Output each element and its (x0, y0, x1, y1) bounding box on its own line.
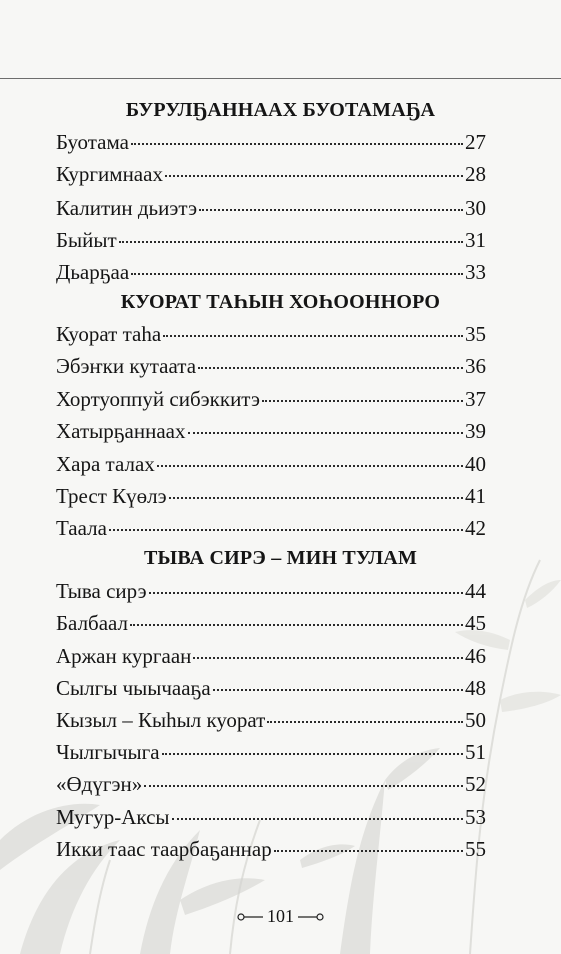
dot-leader (119, 240, 463, 243)
dot-leader (163, 334, 463, 337)
toc-entry-title: Хара талах (56, 452, 155, 476)
toc-entry[interactable] (56, 259, 486, 285)
dot-leader (193, 656, 463, 659)
toc-entry[interactable] (56, 578, 486, 604)
section-heading: ТЫВА СИРЭ – МИН ТУЛАМ (143, 547, 418, 569)
toc-entry-title: Дьарҕаа (56, 260, 130, 284)
dot-leader (199, 208, 463, 211)
toc-entry-title: Мугур-Аксы (56, 805, 170, 829)
dot-leader (165, 174, 463, 177)
toc-entry-page: 39 (465, 419, 486, 443)
toc-entry-title: Хортуоппуй сибэккитэ (56, 387, 261, 411)
toc-entry-title: Чылгычыга (56, 740, 160, 764)
toc-entry-page: 51 (465, 740, 486, 764)
toc-entry-title: Калитин дьиэтэ (56, 196, 198, 220)
toc-entry[interactable] (56, 386, 486, 412)
toc-entry-page: 50 (465, 708, 486, 732)
toc-entry-page: 30 (465, 196, 486, 220)
section-heading: БУРУЛҔАННААХ БУОТАМАҔА (125, 99, 436, 121)
toc-entry-page: 40 (465, 452, 486, 476)
toc-entry-page: 46 (465, 644, 486, 668)
toc-entry-title: Быйыт (56, 228, 117, 252)
dot-leader (267, 720, 463, 723)
toc-entry-title: Хатырҕаннаах (56, 419, 186, 443)
toc-entry[interactable] (56, 643, 486, 669)
toc-entry-title: Куорат таһа (56, 322, 162, 346)
dot-leader (213, 688, 463, 691)
toc-entry-page: 41 (465, 484, 486, 508)
dot-leader (169, 496, 463, 499)
header-rule (0, 78, 561, 79)
toc-entry-page: 52 (465, 772, 486, 796)
toc-entry-title: «Өдүгэн» (56, 772, 143, 796)
dot-leader (274, 849, 463, 852)
toc-entry-page: 48 (465, 676, 486, 700)
toc-entry[interactable] (56, 195, 486, 221)
toc-entry[interactable] (56, 418, 486, 444)
page-number: 101 (267, 906, 294, 926)
toc-entry-page: 35 (465, 322, 486, 346)
toc-entry-title: Кургимнаах (56, 162, 163, 186)
dot-leader (172, 817, 463, 820)
dot-leader (131, 142, 463, 145)
toc-entry[interactable] (56, 707, 486, 733)
dot-leader (262, 399, 463, 402)
right-ornament-icon (298, 910, 324, 924)
toc-entry-title: Сылгы чыычааҕа (56, 676, 211, 700)
toc-entry[interactable] (56, 836, 486, 862)
toc-entry-page: 45 (465, 611, 486, 635)
toc-entry-title: Балбаал (56, 611, 129, 635)
toc-entry[interactable] (56, 451, 486, 477)
toc-entry-title: Кызыл – Кыһыл куорат (56, 708, 266, 732)
toc-entry-title: Трест Күөлэ (56, 484, 167, 508)
toc-entry[interactable] (56, 675, 486, 701)
toc-entry[interactable] (56, 161, 486, 187)
toc-entry-title: Эбэҥки кутаата (56, 354, 197, 378)
dot-leader (188, 431, 464, 434)
toc-entry[interactable] (56, 610, 486, 636)
toc-entry[interactable] (56, 227, 486, 253)
page-footer (0, 906, 561, 927)
toc-entry-page: 36 (465, 354, 486, 378)
dot-leader (144, 784, 463, 787)
toc-entry[interactable] (56, 129, 486, 155)
toc-entry-title: Тыва сирэ (56, 579, 147, 603)
toc-entry-page: 37 (465, 387, 486, 411)
toc-entry-page: 33 (465, 260, 486, 284)
toc-entry-title: Икки таас таарбаҕаннар (56, 837, 272, 861)
toc-entry-page: 28 (465, 162, 486, 186)
dot-leader (157, 464, 463, 467)
dot-leader (131, 272, 463, 275)
left-ornament-icon (237, 910, 263, 924)
dot-leader (130, 623, 463, 626)
toc-entry-page: 27 (465, 130, 486, 154)
toc-entry-page: 44 (465, 579, 486, 603)
dot-leader (162, 752, 463, 755)
toc-entry[interactable] (56, 515, 486, 541)
toc-entry[interactable] (56, 353, 486, 379)
section-heading: КУОРАТ ТАҺЫН ХОҺООННОРО (120, 291, 441, 313)
toc-entry[interactable] (56, 804, 486, 830)
dot-leader (149, 591, 463, 594)
dot-leader (109, 528, 463, 531)
toc-entry-page: 53 (465, 805, 486, 829)
toc-entry[interactable] (56, 321, 486, 347)
toc-entry[interactable] (56, 771, 486, 797)
toc-entry-page: 55 (465, 837, 486, 861)
toc-entry[interactable] (56, 739, 486, 765)
dot-leader (198, 366, 463, 369)
toc-entry-title: Таала (56, 516, 107, 540)
toc-entry[interactable] (56, 483, 486, 509)
toc-entry-title: Аржан кургаан (56, 644, 192, 668)
toc-entry-page: 31 (465, 228, 486, 252)
toc-entry-title: Буотама (56, 130, 129, 154)
toc-entry-page: 42 (465, 516, 486, 540)
